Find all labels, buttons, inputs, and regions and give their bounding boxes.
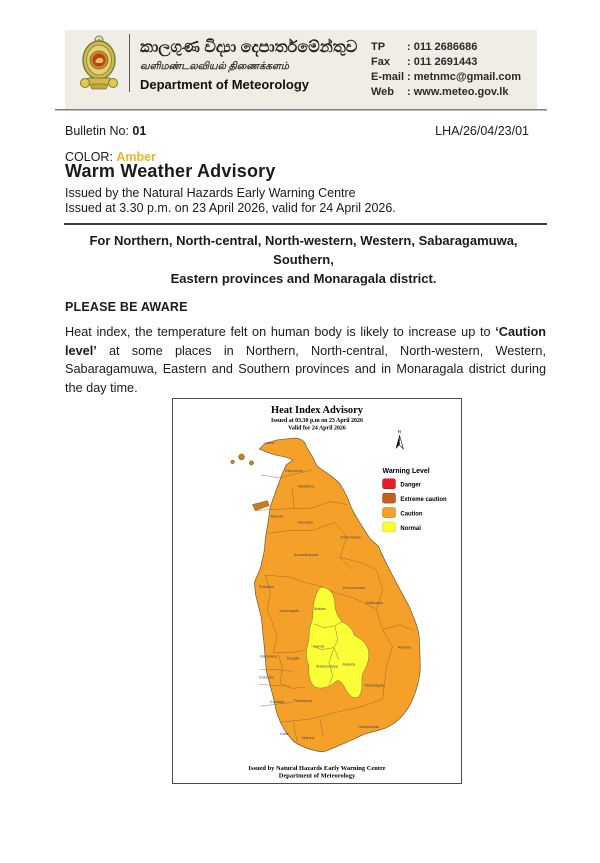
map-footer-issuer: Issued by Natural Hazards Early Warning Centre	[248, 764, 386, 772]
bulletin-meta-row	[65, 124, 537, 138]
district-label: Ampara	[397, 645, 411, 650]
scope-statement	[65, 231, 542, 288]
legend-swatch-normal	[383, 522, 396, 532]
please-be-aware-heading: PLEASE BE AWARE	[65, 300, 188, 314]
letterhead	[65, 30, 537, 109]
contact-block	[371, 40, 521, 100]
legend-swatch-caution	[383, 508, 396, 518]
color-label: COLOR:	[65, 150, 117, 164]
issued-by-line: Issued by the Natural Hazards Early Warning Centre	[65, 186, 356, 200]
district-label: Colombo	[258, 675, 274, 680]
legend-swatch-extreme-caution	[383, 493, 396, 503]
scope-line-1: For Northern, North-central, North-western, Western, Sabaragamuwa, Southern,	[89, 233, 518, 267]
map-title: Heat Index Advisory	[271, 405, 363, 417]
legend-label-caution: Caution	[400, 511, 423, 518]
district-label: Trincomalee	[340, 535, 362, 540]
contact-fax: Fax : 011 2691443	[371, 56, 478, 68]
department-title-english: Department of Meteorology	[140, 77, 310, 92]
issued-at-line: Issued at 3.30 p.m. on 23 April 2026, valid for 24 April 2026.	[65, 201, 396, 215]
svg-text:N: N	[397, 429, 402, 435]
district-label: Vavuniya	[297, 520, 313, 525]
district-label: Matara	[302, 735, 314, 740]
contact-email: E-mail : metnmc@gmail.com	[371, 71, 522, 83]
legend-label-normal: Normal	[400, 525, 421, 532]
district-label: Badulla	[342, 662, 356, 667]
north-arrow-icon	[395, 429, 403, 449]
legend-label-extreme-caution: Extreme caution	[400, 497, 447, 504]
legend-title: Warning Level	[382, 467, 430, 475]
district-label: Ratnapura	[294, 699, 312, 704]
color-value-amber: Amber	[116, 150, 156, 164]
advisory-title: Warm Weather Advisory	[65, 161, 276, 181]
offshore-island	[249, 461, 253, 465]
header-divider	[129, 34, 130, 92]
offshore-island	[239, 454, 245, 460]
district-label: Batticaloa	[366, 600, 383, 605]
legend-label-danger: Danger	[400, 482, 421, 489]
advisory-paragraph: Heat index, the temperature felt on human body is likely to increase up to ‘Caution level’ at some places in Northern, North-central, North-western, Western, Sabaragamuwa, Eastern and Southern provinces and in Monaragala district during the day time.	[65, 325, 546, 395]
district-label: Anuradhapura	[294, 553, 319, 558]
district-label: Kegalle	[286, 656, 300, 661]
scope-line-2: Eastern provinces and Monaragala district.	[170, 271, 437, 286]
district-label: Polonnaruwa	[342, 586, 365, 591]
contact-phone: TP : 011 2686686	[371, 41, 478, 53]
department-title-tamil: வளிமண்டலவியல் திணைக்களம்	[140, 61, 289, 72]
bulletin-number: Bulletin No: 01	[65, 124, 147, 138]
district-label: Mullaitivu	[298, 484, 314, 489]
district-label: Jaffna	[264, 441, 275, 446]
header-rule	[55, 109, 547, 111]
district-label: Mannar	[270, 514, 284, 519]
district-label: Kalutara	[270, 700, 285, 705]
district-label: Gampaha	[260, 654, 277, 659]
district-label: Hambantota	[358, 725, 379, 730]
map-subtitle-issued: Issued at 03.30 p.m on 23 April 2026	[271, 418, 363, 425]
sri-lanka-map-svg	[173, 399, 461, 783]
legend-swatch-danger	[383, 479, 396, 489]
department-title-sinhala: කාලගුණ විද්‍යා දෙපාර්තමේන්තුව	[140, 39, 358, 56]
map-footer-department: Department of Meteorology	[278, 772, 356, 780]
map-legend	[383, 468, 447, 532]
district-label: Matale	[314, 606, 326, 611]
contact-web: Web : www.meteo.gov.lk	[371, 86, 509, 98]
district-label: Kandy	[313, 644, 325, 649]
district-label: Monaragala	[364, 683, 385, 688]
scope-separator	[64, 223, 547, 225]
heat-index-map	[172, 398, 462, 784]
district-label: Kilinochchi	[285, 468, 304, 473]
map-subtitle-valid: Valid for 24 April 2026	[288, 425, 346, 432]
district-label: Kurunegala	[279, 608, 299, 613]
mannar-island	[252, 501, 269, 511]
district-label: Nuwara Eliya	[315, 664, 339, 669]
offshore-island	[231, 460, 235, 464]
district-label: Galle	[279, 732, 289, 736]
sri-lanka-emblem-logo	[79, 34, 119, 92]
district-label: Puttalam	[258, 585, 274, 590]
bulletin-reference: LHA/26/04/23/01	[435, 124, 529, 138]
